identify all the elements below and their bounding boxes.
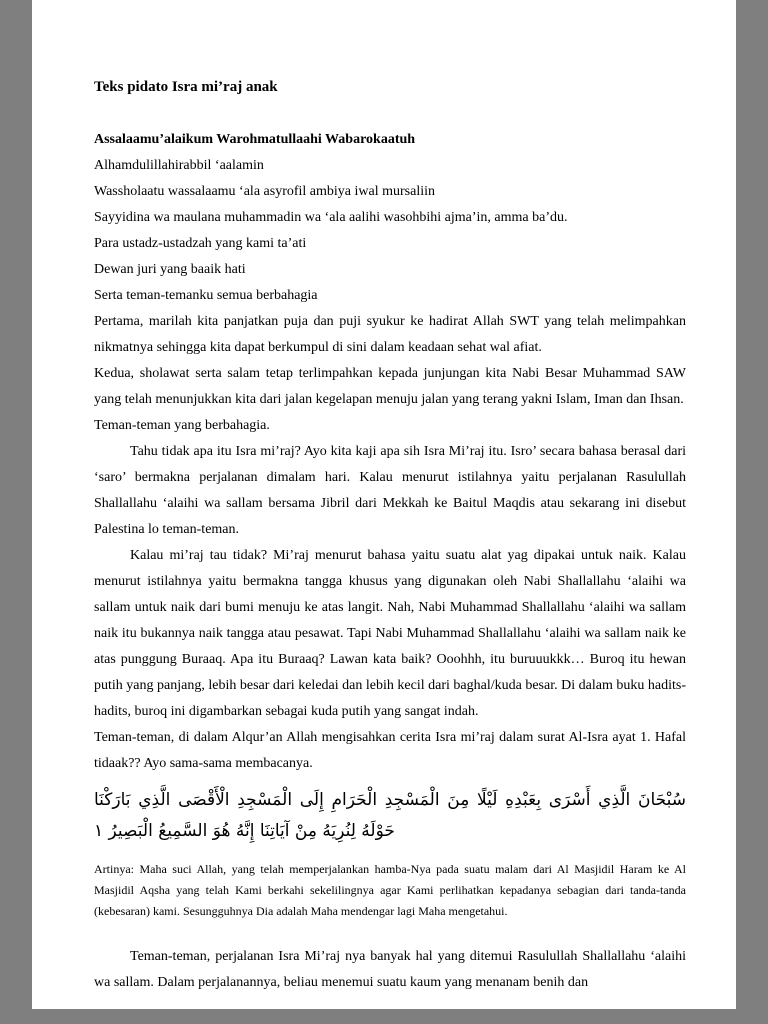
paragraph-kedua: Kedua, sholawat serta salam tetap terlimpahkan kepada junjungan kita Nabi Besar Muhammad SAW yang telah menunjukkan kita dari jalan kegelapan menuju jalan yang terang yakni Islam, Iman dan Ihsan. [94,366,686,407]
paragraph-pertama: Pertama, marilah kita panjatkan puja dan puji syukur ke hadirat Allah SWT yang telah melimpahkan nikmatnya sehingga kita dapat berkumpul di sini dalam keadaan sehat wal afiat. [94,314,686,355]
paragraph-quran-intro: Teman-teman, di dalam Alqur’an Allah mengisahkan cerita Isra mi’raj dalam surat Al-Isra ayat 1. Hafal tidaak?? Ayo sama-sama membacanya. [94,730,686,771]
paragraph-isra-definition: Tahu tidak apa itu Isra mi’raj? Ayo kita kaji apa sih Isra Mi’raj itu. Isro’ secara bahasa berasal dari ‘saro’ bermakna perjalanan dimalam hari. Kalau menurut istilahnya yaitu perjalanan Rasulullah Shallallahu ‘alaihi wa sallam bersama Jibril dari Mekkah ke Baitul Maqdis atau sekarang ini disebut Palestina lo teman-teman. [94,444,686,537]
document-page [32,0,736,1009]
hamdalah-line: Alhamdulillahirabbil ‘aalamin [94,158,264,173]
address-juri-line: Dewan juri yang baaik hati [94,262,246,277]
address-teman-line: Serta teman-temanku semua berbahagia [94,288,318,303]
sholawat-line-2: Sayyidina wa maulana muhammadin wa ‘ala aalihi wasohbihi ajma’in, amma ba’du. [94,210,568,225]
salam-opening: Assalaamu’alaikum Warohmatullaahi Wabarokaatuh [94,132,416,147]
document-title: Teks pidato Isra mi’raj anak [94,79,278,95]
address-ustadz-line: Para ustadz-ustadzah yang kami ta’ati [94,236,307,251]
sholawat-line-1: Wassholaatu wassalaamu ‘ala asyrofil ambiya iwal mursaliin [94,184,435,199]
paragraph-miraj-definition: Kalau mi’raj tau tidak? Mi’raj menurut bahasa yaitu suatu alat yag dipakai untuk naik. Kalau menurut istilahnya yaitu bermakna tangga khusus yang digunakan oleh Nabi Shallallahu ‘alaihi wa sallam untuk naik dari bumi menuju ke atas langit. Nah, Nabi Muhammad Shallallahu ‘alaihi wa sallam naik itu bukannya naik tangga atau pesawat. Tapi Nabi Muhammad Shallallahu ‘alaihi wa sallam naik ke atas punggung Buraaq. Apa itu Buraaq? Lawan kata baik? Ooohhh, itu buruuukkk… Buroq itu hewan putih yang panjang, lebih besar dari keledai dan lebih kecil dari baghal/kuda besar. Di dalam buku hadits-hadits, buroq ini digambarkan sebagai kuda putih yang sangat indah. [94,548,686,719]
paragraph-sapaan: Teman-teman yang berbahagia. [94,418,270,433]
quran-verse-arabic: سُبْحَانَ الَّذِي أَسْرَى بِعَبْدِهِ لَيْلًا مِنَ الْمَسْجِدِ الْحَرَامِ إِلَى الْمَسْجِدِ الْأَقْصَى الَّذِي بَارَكْنَا حَوْلَهُ لِنُرِيَهُ مِنْ آيَاتِنَا إِنَّهُ هُوَ السَّمِيعُ الْبَصِيرُ ١ [94,790,686,841]
paragraph-journey: Teman-teman, perjalanan Isra Mi’raj nya banyak hal yang ditemui Rasulullah Shallallahu ‘alaihi wa sallam. Dalam perjalanannya, beliau menemui suatu kaum yang menanam benih dan [94,949,686,990]
verse-translation: Artinya: Maha suci Allah, yang telah memperjalankan hamba-Nya pada suatu malam dari Al Masjidil Haram ke Al Masjidil Aqsha yang telah Kami berkahi sekelilingnya agar Kami perlihatkan kepadanya sebagian dari tanda-tanda (kebesaran) kami. Sesungguhnya Dia adalah Maha mendengar lagi Maha mengetahui. [94,862,686,918]
